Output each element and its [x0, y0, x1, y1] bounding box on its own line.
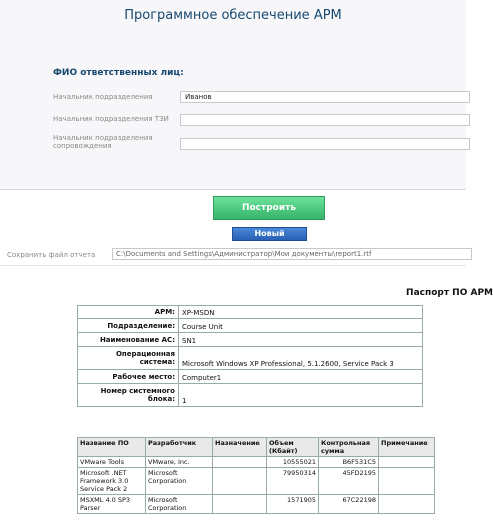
passport-key: Рабочее место:: [78, 370, 179, 384]
cell-note: [379, 468, 435, 495]
page-title: Программное обеспечение АРМ: [124, 8, 342, 23]
passport-value: Microsoft Windows XP Professional, 5.1.2600, Service Pack 3: [179, 347, 423, 370]
passport-value: Course Unit: [179, 319, 423, 333]
table-row: [78, 495, 435, 514]
cell-size: 1571905: [267, 495, 319, 514]
cell-note: [379, 495, 435, 514]
table-row: [78, 333, 423, 347]
passport-title: Паспорт ПО АРМ: [406, 288, 493, 298]
column-header: Разработчик: [146, 438, 213, 457]
column-header: Объем (Кбайт): [267, 438, 319, 457]
cell-developer: VMware, Inc.: [146, 457, 213, 468]
responsible-section-label: ФИО ответственных лиц:: [53, 68, 184, 78]
cell-developer: Microsoft Corporation: [146, 468, 213, 495]
cell-developer: Microsoft Corporation: [146, 495, 213, 514]
save-file-label: Сохранить файл отчета: [7, 251, 96, 259]
cell-name: MSXML 4.0 SP3 Parser: [78, 495, 146, 514]
passport-key: АРМ:: [78, 306, 179, 319]
cell-purpose: [213, 457, 267, 468]
table-row: [78, 370, 423, 384]
cell-purpose: [213, 495, 267, 514]
field-label-unit-head: Начальник подразделения: [53, 93, 153, 101]
table-row: [78, 457, 435, 468]
software-table: [77, 437, 435, 514]
column-header: Название ПО: [78, 438, 146, 457]
passport-key: Операционная система:: [78, 347, 179, 370]
table-row: [78, 306, 423, 319]
cell-size: 10555021: [267, 457, 319, 468]
table-row: [78, 319, 423, 333]
cell-note: [379, 457, 435, 468]
field-label-support-head: Начальник подразделения сопровождения: [53, 134, 153, 150]
cell-checksum: B6F531C5: [319, 457, 379, 468]
passport-key: Наименование АС:: [78, 333, 179, 347]
separator: [0, 189, 466, 190]
table-header-row: [78, 438, 435, 457]
cell-checksum: 45FD2195: [319, 468, 379, 495]
new-button[interactable]: Новый: [232, 227, 307, 241]
passport-value: Computer1: [179, 370, 423, 384]
column-header: Контрольная сумма: [319, 438, 379, 457]
save-file-path-input[interactable]: C:\Documents and Settings\Администратор\Мои документы\report1.rtf: [112, 248, 472, 260]
cell-purpose: [213, 468, 267, 495]
build-button[interactable]: Построить: [213, 196, 325, 220]
cell-name: VMware Tools: [78, 457, 146, 468]
separator: [0, 265, 466, 266]
column-header: Примечание: [379, 438, 435, 457]
cell-checksum: 67C22198: [319, 495, 379, 514]
passport-key: Подразделение:: [78, 319, 179, 333]
passport-value: SN1: [179, 333, 423, 347]
cell-size: 79950314: [267, 468, 319, 495]
cell-name: Microsoft .NET Framework 3.0 Service Pack 2: [78, 468, 146, 495]
settings-panel: [0, 0, 466, 190]
table-row: [78, 468, 435, 495]
field-label-tzi-head: Начальник подразделения ТЗИ: [53, 115, 169, 123]
table-row: [78, 384, 423, 407]
passport-table: [77, 305, 423, 407]
table-row: [78, 347, 423, 370]
tzi-head-input[interactable]: [180, 114, 470, 126]
passport-value: XP-MSDN: [179, 306, 423, 319]
support-head-input[interactable]: [180, 138, 470, 150]
passport-value: 1: [179, 384, 423, 407]
unit-head-input[interactable]: Иванов: [180, 91, 470, 103]
passport-key: Номер системного блока:: [78, 384, 179, 407]
column-header: Назначение: [213, 438, 267, 457]
